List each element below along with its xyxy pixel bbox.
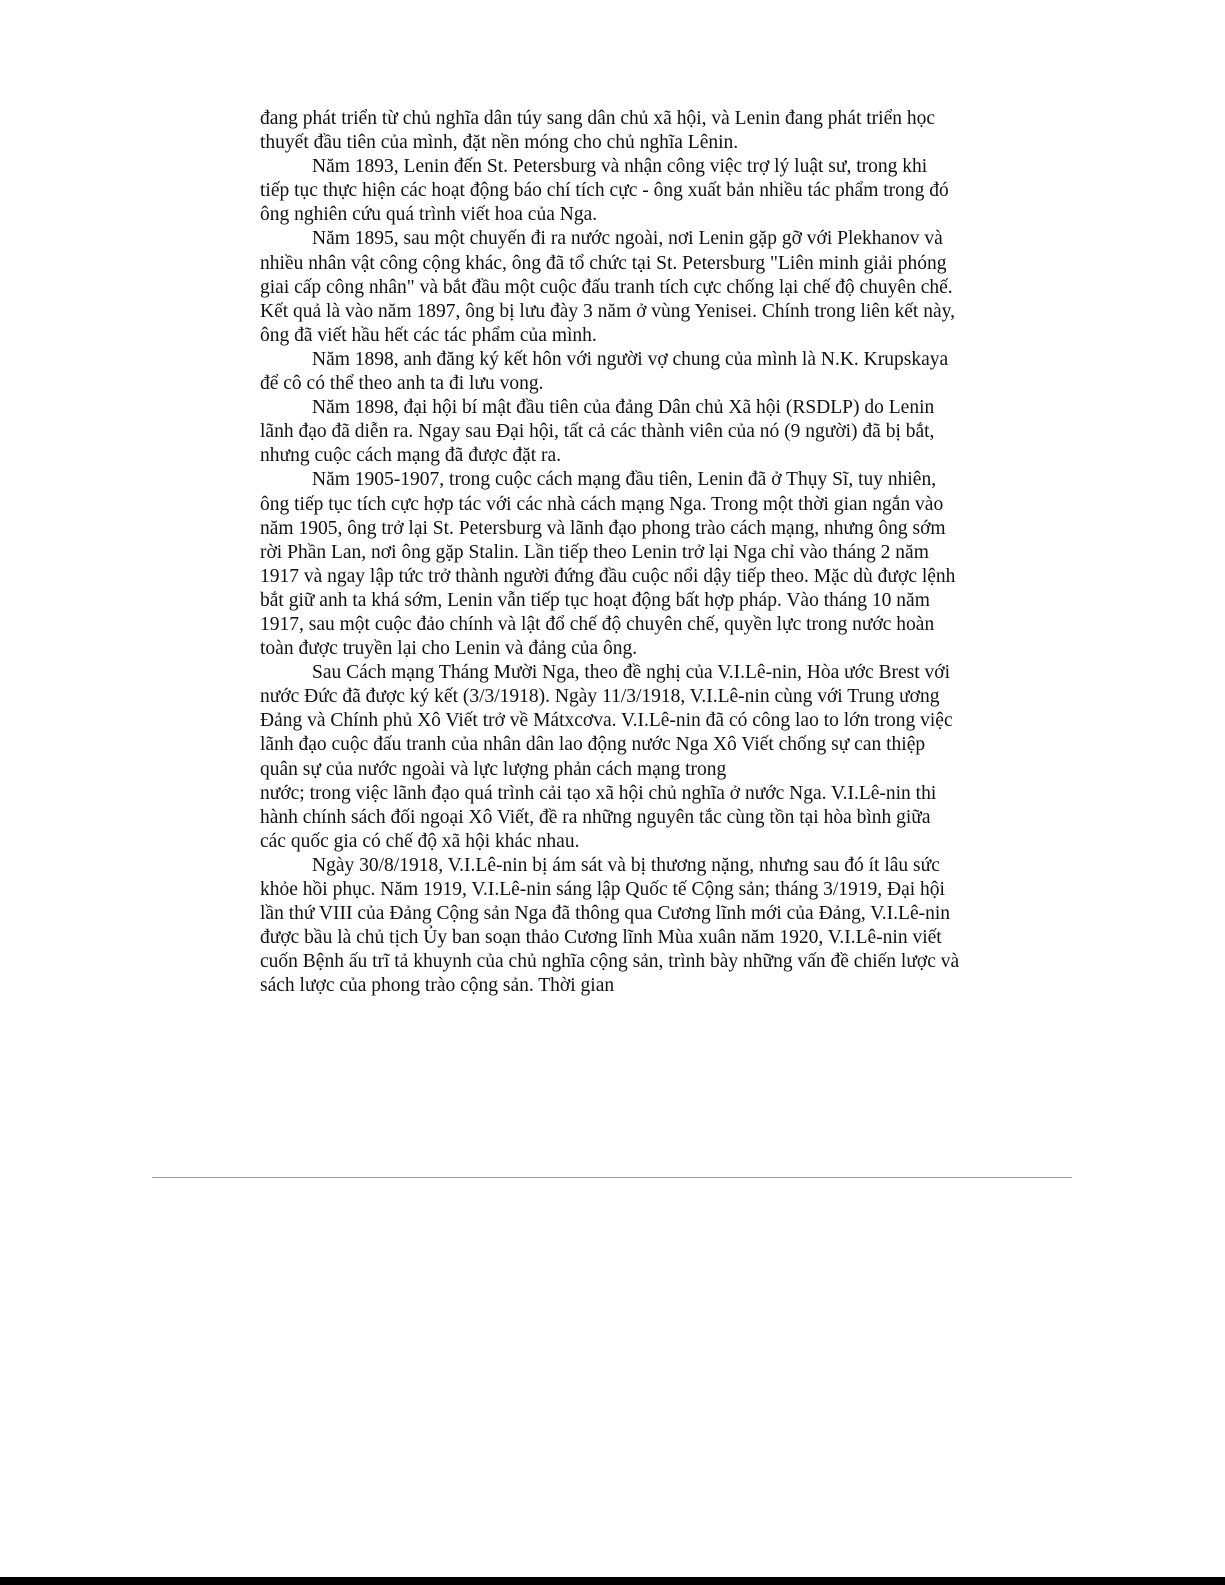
paragraph-9: Ngày 30/8/1918, V.I.Lê-nin bị ám sát và bị thương nặng, nhưng sau đó ít lâu sức khỏe hồi phục. Năm 1919, V.I.Lê-nin sáng lập Quốc tế Cộng sản; tháng 3/1919, Đại hội lần thứ VIII của Đảng Cộng sản Nga đã thông qua Cương lĩnh mới của Đảng, V.I.Lê-nin được bầu là chủ tịch Ủy ban soạn thảo Cương lĩnh Mùa xuân năm 1920, V.I.Lê-nin viết cuốn Bệnh ấu trĩ tả khuynh của chủ nghĩa cộng sản, trình bày những vấn đề chiến lược và sách lược của phong trào cộng sản. Thời gian xyxy=(260,854,960,997)
bottom-edge-bar xyxy=(0,1577,1225,1585)
paragraph-3: Năm 1895, sau một chuyến đi ra nước ngoài, nơi Lenin gặp gỡ với Plekhanov và nhiều nhân vật công cộng khác, ông đã tổ chức tại St. Petersburg "Liên minh giải phóng giai cấp công nhân" và bắt đầu một cuộc đấu tranh tích cực chống lại chế độ chuyên chế. Kết quả là vào năm 1897, ông bị lưu đày 3 năm ở vùng Yenisei. Chính trong liên kết này, ông đã viết hầu hết các tác phẩm của mình. xyxy=(260,228,955,346)
paragraph-2: Năm 1893, Lenin đến St. Petersburg và nhận công việc trợ lý luật sư, trong khi tiếp tục thực hiện các hoạt động báo chí tích cực - ông xuất bản nhiều tác phẩm trong đó ông nghiên cứu quá trình viết hoa của Nga. xyxy=(260,156,949,226)
paragraph-5: Năm 1898, đại hội bí mật đầu tiên của đảng Dân chủ Xã hội (RSDLP) do Lenin lãnh đạo đã diễn ra. Ngay sau Đại hội, tất cả các thành viên của nó (9 người) đã bị bắt, nhưng cuộc cách mạng đã được đặt ra. xyxy=(260,397,935,467)
paragraph-8: nước; trong việc lãnh đạo quá trình cải tạo xã hội chủ nghĩa ở nước Nga. V.I.Lê-nin thi hành chính sách đối ngoại Xô Viết, đề ra những nguyên tắc cùng tồn tại hòa bình giữa các quốc gia có chế độ xã hội khác nhau. xyxy=(260,782,937,852)
page-divider xyxy=(152,1177,1072,1178)
paragraph-1: đang phát triển từ chủ nghĩa dân túy sang dân chủ xã hội, và Lenin đang phát triển học thuyết đầu tiên của mình, đặt nền móng cho chủ nghĩa Lênin. xyxy=(260,108,936,154)
paragraph-7: Sau Cách mạng Tháng Mười Nga, theo đề nghị của V.I.Lê-nin, Hòa ước Brest với nước Đức đã được ký kết (3/3/1918). Ngày 11/3/1918, V.I.Lê-nin cùng với Trung ương Đảng và Chính phủ Xô Viết trở về Mátxcơva. V.I.Lê-nin đã có công lao to lớn trong việc lãnh đạo cuộc đấu tranh của nhân dân lao động nước Nga Xô Viết chống sự can thiệp quân sự của nước ngoài và lực lượng phản cách mạng trong xyxy=(260,662,953,780)
document-body xyxy=(260,107,960,998)
paragraph-6: Năm 1905-1907, trong cuộc cách mạng đầu tiên, Lenin đã ở Thụy Sĩ, tuy nhiên, ông tiếp tục tích cực hợp tác với các nhà cách mạng Nga. Trong một thời gian ngắn vào năm 1905, ông trở lại St. Petersburg và lãnh đạo phong trào cách mạng, nhưng ông sớm rời Phần Lan, nơi ông gặp Stalin. Lần tiếp theo Lenin trở lại Nga chỉ vào tháng 2 năm 1917 và ngay lập tức trở thành người đứng đầu cuộc nổi dậy tiếp theo. Mặc dù được lệnh bắt giữ anh ta khá sớm, Lenin vẫn tiếp tục hoạt động bất hợp pháp. Vào tháng 10 năm 1917, sau một cuộc đảo chính và lật đổ chế độ chuyên chế, quyền lực trong nước hoàn toàn được truyền lại cho Lenin và đảng của ông. xyxy=(260,469,956,660)
paragraph-4: Năm 1898, anh đăng ký kết hôn với người vợ chung của mình là N.K. Krupskaya để cô có thể theo anh ta đi lưu vong. xyxy=(260,348,949,395)
